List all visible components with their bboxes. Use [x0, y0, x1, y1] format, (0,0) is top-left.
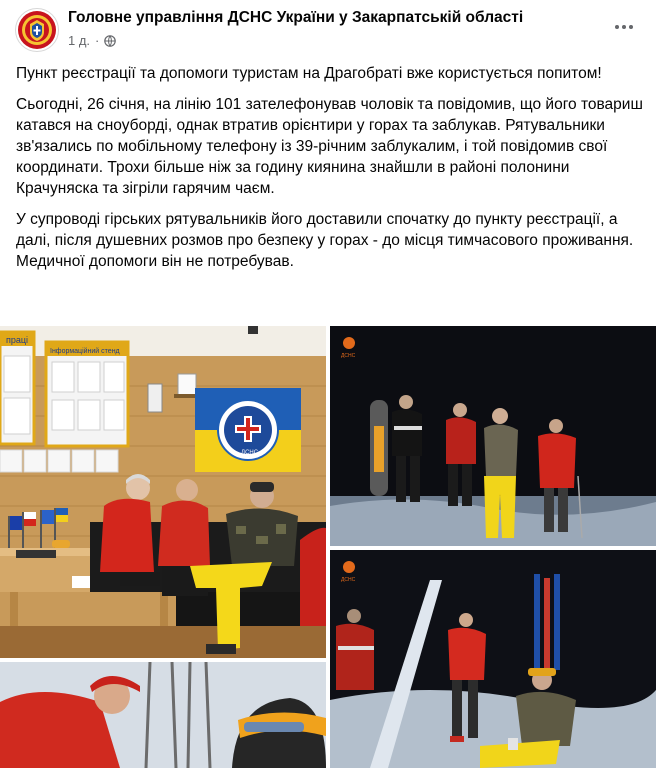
post-paragraph: Медичної допомоги він не потребував.: [16, 253, 294, 270]
sign-right-text: Інформаційний стенд: [50, 348, 120, 355]
post-meta: [68, 33, 116, 48]
post-paragraph: Сьогодні, 26 січня, на лінію 101 зателефонував чоловік та повідомив, що його товариш катався на сноуборді, однак втратив орієнтири у горах та заблукав. Рятувальники зв'язались по мобільному телефону із 39-річним заблукалим, і той повідомив свої координати. Трохи більше ніж за годину киянина знайшли в районі полонини Крачуняска та зігріли гарячим чаєм.: [16, 96, 643, 197]
more-dots-icon: [615, 25, 619, 29]
photo-indoor-registration[interactable]: [0, 326, 326, 658]
post-body: [16, 63, 644, 272]
photo-night-tea[interactable]: [330, 550, 656, 768]
post-paragraph: У супроводі гірських рятувальників його доставили спочатку до пункту реєстрації, а далі, після душевних розмов про безпеку у горах - до місця тимчасового проживання.: [16, 211, 634, 249]
page-name-link[interactable]: Головне управління ДСНС України у Закарпатській області: [68, 9, 524, 26]
photo-grid: [0, 326, 656, 768]
post-header: [0, 0, 656, 60]
photo-night-group[interactable]: [330, 326, 656, 546]
more-options-button[interactable]: [606, 12, 642, 42]
sign-left-text: праці: [6, 335, 29, 345]
photo-closeup[interactable]: [0, 662, 326, 768]
photo2-logo-text: ДСНС: [341, 353, 356, 359]
dsns-emblem-icon: [17, 10, 57, 50]
post-paragraph: Пункт реєстрації та допомоги туристам на Драгобраті вже користується попитом!: [16, 65, 602, 82]
photo3-logo-text: ДСНС: [341, 577, 356, 583]
post-time[interactable]: 1 д.: [68, 33, 91, 48]
globe-icon[interactable]: [104, 35, 116, 47]
page-avatar[interactable]: [15, 8, 59, 52]
meta-separator: ·: [95, 33, 100, 48]
flag-emblem-text: ДСНС: [241, 450, 259, 456]
